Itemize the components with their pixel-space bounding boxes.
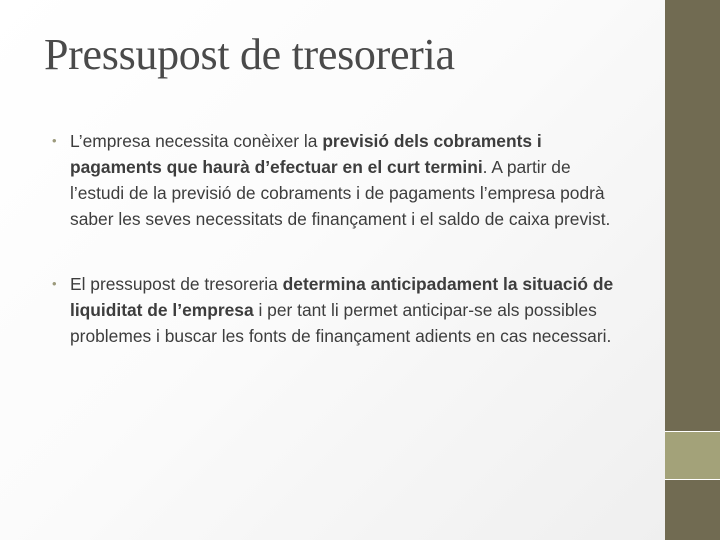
bullet-list (52, 128, 627, 349)
bullet-text: El pressupost de tresoreria (70, 274, 283, 294)
slide-title: Pressupost de tresoreria (44, 30, 455, 79)
sidebar-accent-bar (665, 432, 720, 480)
bullet-marker: • (52, 276, 57, 291)
bullet-text: L’empresa necessita conèixer la (70, 131, 323, 151)
bullet-bold-text: determina anticipadament la situació de liquiditat de l’empresa (70, 274, 614, 320)
sidebar-bar (665, 0, 720, 432)
bullet-text: . A partir de l’estudi de la previsió de cobraments i de pagaments l’empresa podrà saber les seves necessitats de finançament i el saldo de caixa previst. (70, 157, 611, 229)
bullet-marker: • (52, 133, 57, 148)
sidebar-bottom-bar (665, 480, 720, 540)
bullet-item (52, 271, 627, 349)
bullet-item (52, 128, 627, 232)
bullet-bold-text: previsió dels cobraments i pagaments que haurà d’efectuar en el curt termini (70, 131, 542, 177)
bullet-text: i per tant li permet anticipar-se als possibles problemes i buscar les fonts de finançament adients en cas necessari. (70, 300, 612, 346)
